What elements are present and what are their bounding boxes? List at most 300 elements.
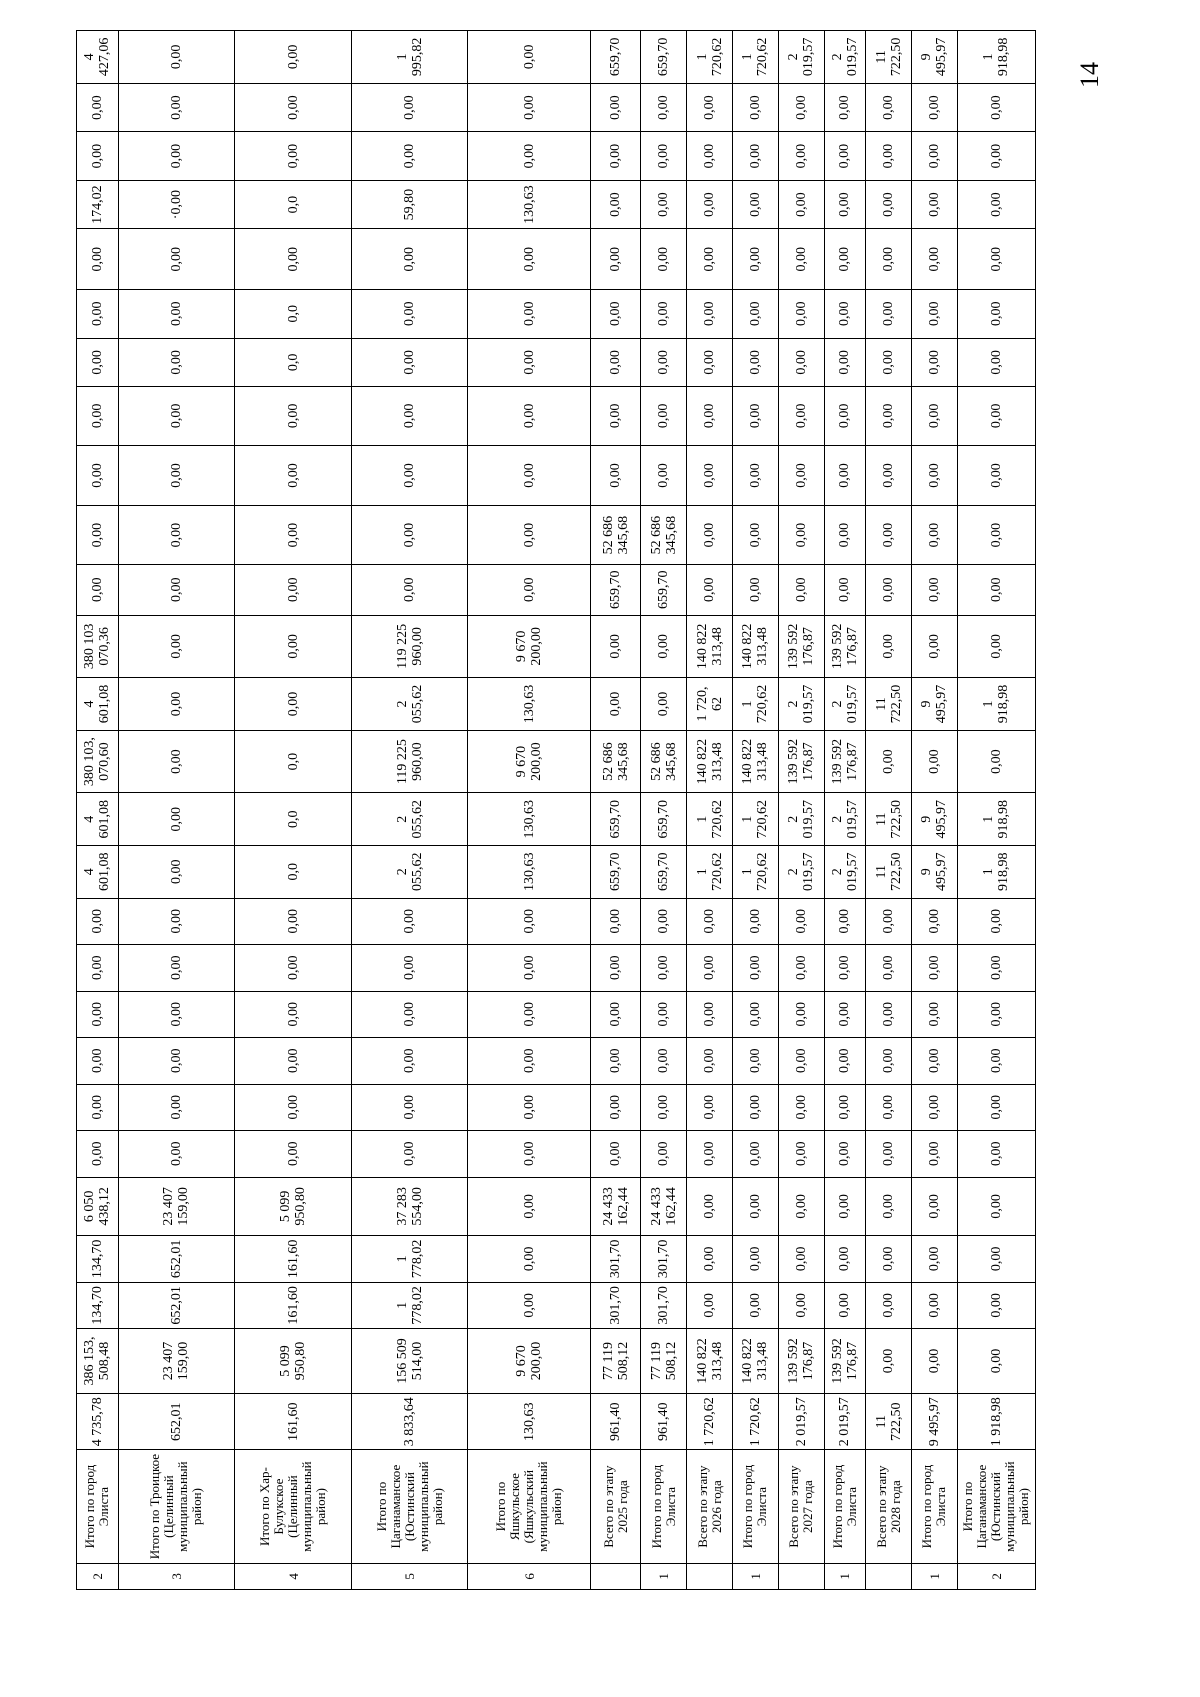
cell: 0,00 <box>641 991 687 1038</box>
row-label: Итого по город Элиста <box>912 1450 958 1563</box>
cell: 0,00 <box>866 1038 912 1085</box>
cell: 0,00 <box>866 132 912 181</box>
cell: 0,00 <box>591 387 641 446</box>
cell: 77 119 508,12 <box>591 1329 641 1394</box>
cell: 0,00 <box>778 83 824 132</box>
cell: 0,00 <box>687 132 733 181</box>
cell: 0,0 <box>235 290 352 339</box>
cell: 0,00 <box>778 506 824 565</box>
row-label: Итого по Троицкое (Целинный муниципальный район) <box>118 1450 235 1563</box>
cell: 0,00 <box>468 290 591 339</box>
cell: 52 686 345,68 <box>641 730 687 793</box>
cell: 0,00 <box>77 1131 119 1178</box>
cell: 0,00 <box>118 132 235 181</box>
cell: 1 918,98 <box>957 678 1035 731</box>
cell: 2 019,57 <box>824 793 866 846</box>
cell: 4 601,08 <box>77 793 119 846</box>
cell: 380 103 070,36 <box>77 615 119 678</box>
cell: 0,00 <box>824 229 866 290</box>
cell: 0,00 <box>732 83 778 132</box>
cell: 0,00 <box>778 898 824 945</box>
cell: 0,00 <box>824 1131 866 1178</box>
cell: 0,00 <box>957 445 1035 506</box>
cell: 0,00 <box>912 387 958 446</box>
cell: 0,00 <box>778 387 824 446</box>
cell: 0,00 <box>591 945 641 992</box>
cell: 0,00 <box>118 387 235 446</box>
table-row <box>778 31 824 1590</box>
cell: 139 592 176,87 <box>778 730 824 793</box>
cell: 652,01 <box>118 1393 235 1450</box>
row-number <box>866 1563 912 1589</box>
cell: 9 495,97 <box>912 678 958 731</box>
cell: 0,00 <box>641 1038 687 1085</box>
row-number: 1 <box>824 1563 866 1589</box>
cell: 0,00 <box>118 1131 235 1178</box>
cell: 0,00 <box>778 945 824 992</box>
cell: 0,00 <box>468 1177 591 1236</box>
cell: 37 283 554,00 <box>351 1177 468 1236</box>
cell: 0,00 <box>866 506 912 565</box>
cell: 0,00 <box>732 1282 778 1329</box>
cell: 0,00 <box>77 445 119 506</box>
cell: 0,0 <box>235 793 352 846</box>
cell: 0,00 <box>732 387 778 446</box>
cell: 0,00 <box>687 945 733 992</box>
cell: 0,00 <box>118 338 235 387</box>
cell: 0,00 <box>118 898 235 945</box>
cell: 0,00 <box>957 387 1035 446</box>
cell: 0,00 <box>235 898 352 945</box>
data-table <box>76 30 1036 1590</box>
cell: 0,00 <box>866 229 912 290</box>
cell: 0,00 <box>351 83 468 132</box>
cell: 0,00 <box>687 1131 733 1178</box>
cell: 0,00 <box>957 730 1035 793</box>
table-row <box>912 31 958 1590</box>
cell: 0,00 <box>824 1282 866 1329</box>
page-number: 14 <box>1075 62 1104 88</box>
cell: 0,00 <box>641 615 687 678</box>
cell: 11 722,50 <box>866 845 912 898</box>
cell: 24 433 162,44 <box>641 1177 687 1236</box>
cell: 0,00 <box>77 338 119 387</box>
cell: 130,63 <box>468 1393 591 1450</box>
row-label: Всего по этапу 2027 года <box>778 1450 824 1563</box>
cell: 0,00 <box>957 615 1035 678</box>
cell: 0,00 <box>732 1131 778 1178</box>
cell: 0,00 <box>866 945 912 992</box>
cell: 140 822 313,48 <box>687 615 733 678</box>
cell: 0,00 <box>351 132 468 181</box>
cell: 0,00 <box>118 290 235 339</box>
cell: 0,00 <box>957 1177 1035 1236</box>
cell: 0,00 <box>778 1177 824 1236</box>
cell: 0,00 <box>866 991 912 1038</box>
cell: 0,00 <box>824 1084 866 1131</box>
row-label: Итого по город Элиста <box>732 1450 778 1563</box>
cell: 4 735,78 <box>77 1393 119 1450</box>
cell: 0,00 <box>235 678 352 731</box>
cell: 0,00 <box>957 898 1035 945</box>
cell: 659,70 <box>591 564 641 615</box>
cell: 0,00 <box>824 945 866 992</box>
cell: 5 099 950,80 <box>235 1329 352 1394</box>
cell: 2 019,57 <box>824 678 866 731</box>
cell: 9 670 200,00 <box>468 1329 591 1394</box>
cell: 0,00 <box>912 83 958 132</box>
cell: 156 509 514,00 <box>351 1329 468 1394</box>
cell: 0,00 <box>687 1038 733 1085</box>
cell: 301,70 <box>591 1282 641 1329</box>
cell: 0,00 <box>778 1038 824 1085</box>
cell: 0,00 <box>591 898 641 945</box>
row-number: 1 <box>641 1563 687 1589</box>
cell: 0,00 <box>351 898 468 945</box>
row-label: Всего по этапу 2028 года <box>866 1450 912 1563</box>
cell: 0,00 <box>351 338 468 387</box>
cell: 1 720,62 <box>687 31 733 84</box>
cell: 1 720,62 <box>732 793 778 846</box>
cell: 659,70 <box>641 31 687 84</box>
cell: 0,00 <box>351 387 468 446</box>
cell: 23 407 159,00 <box>118 1329 235 1394</box>
cell: 130,63 <box>468 793 591 846</box>
cell: 0,00 <box>957 338 1035 387</box>
rotated-table-sheet <box>76 30 1036 1590</box>
cell: 0,00 <box>912 229 958 290</box>
cell: 0,00 <box>468 229 591 290</box>
cell: 0,00 <box>687 898 733 945</box>
cell: 0,00 <box>118 730 235 793</box>
cell: 2 019,57 <box>778 678 824 731</box>
cell: 0,00 <box>687 1084 733 1131</box>
cell: 0,00 <box>77 991 119 1038</box>
cell: 380 103, 070,60 <box>77 730 119 793</box>
cell: 174,02 <box>77 180 119 229</box>
cell: 0,00 <box>468 1038 591 1085</box>
cell: 0,00 <box>687 1282 733 1329</box>
cell: 1 720,62 <box>687 845 733 898</box>
cell: 0,00 <box>824 180 866 229</box>
cell: 0,00 <box>591 1084 641 1131</box>
row-number: 6 <box>468 1563 591 1589</box>
cell: 139 592 176,87 <box>824 615 866 678</box>
cell: 1 720,62 <box>732 1393 778 1450</box>
cell: 0,00 <box>912 898 958 945</box>
cell: 1 995,82 <box>351 31 468 84</box>
cell: 0,00 <box>732 898 778 945</box>
cell: 0,00 <box>77 83 119 132</box>
cell: 4 601,08 <box>77 678 119 731</box>
cell: 0,00 <box>687 229 733 290</box>
row-label: Итого по город Элиста <box>824 1450 866 1563</box>
cell: 0,00 <box>468 132 591 181</box>
cell: 0,00 <box>957 1329 1035 1394</box>
cell: 52 686 345,68 <box>591 506 641 565</box>
cell: 961,40 <box>641 1393 687 1450</box>
cell: 140 822 313,48 <box>687 730 733 793</box>
cell: 0,00 <box>235 991 352 1038</box>
cell: 0,00 <box>77 1084 119 1131</box>
cell: 134,70 <box>77 1282 119 1329</box>
cell: 0,00 <box>732 1236 778 1283</box>
cell: 9 495,97 <box>912 31 958 84</box>
cell: 0,00 <box>687 1236 733 1283</box>
cell: 0,00 <box>591 445 641 506</box>
cell: 0,00 <box>468 506 591 565</box>
cell: 140 822 313,48 <box>732 730 778 793</box>
cell: 0,00 <box>235 387 352 446</box>
cell: 0,00 <box>824 898 866 945</box>
cell: 0,00 <box>591 180 641 229</box>
cell: 0,00 <box>235 564 352 615</box>
cell: 0,00 <box>235 1131 352 1178</box>
row-number: 5 <box>351 1563 468 1589</box>
table-row <box>77 31 119 1590</box>
cell: 659,70 <box>591 793 641 846</box>
table-row <box>641 31 687 1590</box>
cell: 0,00 <box>912 1177 958 1236</box>
cell: 0,00 <box>732 506 778 565</box>
cell: 0,00 <box>912 991 958 1038</box>
row-label: Итого по Яшкульское (Яшкульский муниципальный район) <box>468 1450 591 1563</box>
row-number: 4 <box>235 1563 352 1589</box>
cell: 0,00 <box>824 1038 866 1085</box>
cell: 0,00 <box>468 1131 591 1178</box>
cell: 0,00 <box>778 290 824 339</box>
cell: 0,00 <box>591 1038 641 1085</box>
cell: 0,00 <box>732 1084 778 1131</box>
cell: 652,01 <box>118 1236 235 1283</box>
cell: 0,00 <box>77 387 119 446</box>
cell: 386 153, 508,48 <box>77 1329 119 1394</box>
cell: 0,00 <box>778 1282 824 1329</box>
cell: 52 686 345,68 <box>641 506 687 565</box>
table-row <box>866 31 912 1590</box>
cell: 0,00 <box>778 991 824 1038</box>
cell: 0,00 <box>778 229 824 290</box>
cell: 0,00 <box>778 338 824 387</box>
cell: 0,00 <box>641 180 687 229</box>
cell: 0,00 <box>732 991 778 1038</box>
cell: 139 592 176,87 <box>824 1329 866 1394</box>
cell: 9 495,97 <box>912 1393 958 1450</box>
cell: 0,00 <box>641 445 687 506</box>
cell: 301,70 <box>641 1282 687 1329</box>
cell: 0,00 <box>912 730 958 793</box>
row-label: Итого по город Элиста <box>77 1450 119 1563</box>
cell: 0,00 <box>641 387 687 446</box>
cell: 0,00 <box>824 83 866 132</box>
cell: 0,00 <box>957 132 1035 181</box>
cell: 0,00 <box>468 898 591 945</box>
cell: 0,00 <box>235 132 352 181</box>
cell: 6 050 438,12 <box>77 1177 119 1236</box>
cell: 0,00 <box>118 991 235 1038</box>
row-number: 3 <box>118 1563 235 1589</box>
cell: 2 019,57 <box>778 1393 824 1450</box>
cell: 0,00 <box>824 991 866 1038</box>
cell: 0,00 <box>687 506 733 565</box>
cell: 130,63 <box>468 845 591 898</box>
cell: 0,00 <box>778 1131 824 1178</box>
cell: 0,00 <box>468 991 591 1038</box>
cell: 0,00 <box>118 1038 235 1085</box>
cell: 1 778,02 <box>351 1236 468 1283</box>
cell: 0,00 <box>912 1038 958 1085</box>
cell: 0,00 <box>591 83 641 132</box>
cell: 139 592 176,87 <box>778 615 824 678</box>
cell: 24 433 162,44 <box>591 1177 641 1236</box>
cell: 0,00 <box>866 387 912 446</box>
cell: 0,00 <box>468 338 591 387</box>
cell: 2 055,62 <box>351 678 468 731</box>
row-label: Итого по город Элиста <box>641 1450 687 1563</box>
cell: 0,00 <box>468 83 591 132</box>
row-label: Итого по Хар-Булукское (Целинный муниципальный район) <box>235 1450 352 1563</box>
row-number: 2 <box>77 1563 119 1589</box>
cell: 23 407 159,00 <box>118 1177 235 1236</box>
cell: 0,00 <box>732 229 778 290</box>
cell: 0,00 <box>824 338 866 387</box>
cell: 0,00 <box>235 1084 352 1131</box>
cell: 0,00 <box>778 445 824 506</box>
cell: 0,00 <box>641 678 687 731</box>
cell: 659,70 <box>641 793 687 846</box>
cell: 0,00 <box>118 83 235 132</box>
cell: 652,01 <box>118 1282 235 1329</box>
cell: 4 427,06 <box>77 31 119 84</box>
cell: 0,00 <box>957 83 1035 132</box>
cell: 2 019,57 <box>824 845 866 898</box>
cell: 0,00 <box>468 387 591 446</box>
cell: 119 225 960,00 <box>351 730 468 793</box>
cell: 139 592 176,87 <box>778 1329 824 1394</box>
cell: 134,70 <box>77 1236 119 1283</box>
cell: 0,00 <box>866 564 912 615</box>
cell: 0,00 <box>824 387 866 446</box>
cell: 0,00 <box>468 445 591 506</box>
cell: 0,00 <box>118 564 235 615</box>
cell: 0,00 <box>641 132 687 181</box>
cell: 0,00 <box>591 132 641 181</box>
cell: 2 055,62 <box>351 793 468 846</box>
cell: 0,0 <box>235 730 352 793</box>
cell: 0,00 <box>732 945 778 992</box>
cell: 11 722,50 <box>866 793 912 846</box>
cell: 0,00 <box>957 229 1035 290</box>
cell: 0,00 <box>118 31 235 84</box>
cell: 0,00 <box>912 945 958 992</box>
cell: 0,00 <box>957 945 1035 992</box>
cell: 130,63 <box>468 678 591 731</box>
cell: 0,00 <box>591 1131 641 1178</box>
row-label: Всего по этапу 2025 года <box>591 1450 641 1563</box>
cell: 1 918,98 <box>957 793 1035 846</box>
cell: 0,00 <box>77 1038 119 1085</box>
cell: 1 720, 62 <box>687 678 733 731</box>
cell: 0,00 <box>824 506 866 565</box>
cell: 0,00 <box>77 132 119 181</box>
cell: 0,00 <box>866 83 912 132</box>
cell: 0,00 <box>732 564 778 615</box>
cell: 0,00 <box>866 1177 912 1236</box>
cell: 0,00 <box>118 506 235 565</box>
cell: 0,00 <box>641 1084 687 1131</box>
cell: 0,00 <box>77 898 119 945</box>
cell: 0,00 <box>687 991 733 1038</box>
cell: 0,00 <box>591 991 641 1038</box>
cell: 0,0 <box>235 180 352 229</box>
cell: 4 601,08 <box>77 845 119 898</box>
cell: 0,00 <box>351 991 468 1038</box>
cell: 0,00 <box>468 1282 591 1329</box>
cell: 0,00 <box>732 1177 778 1236</box>
cell: 9 670 200,00 <box>468 730 591 793</box>
table-row <box>687 31 733 1590</box>
cell: 0,00 <box>866 180 912 229</box>
cell: 1 918,98 <box>957 1393 1035 1450</box>
cell: 0,00 <box>866 338 912 387</box>
cell: 0,00 <box>351 290 468 339</box>
table-row <box>351 31 468 1590</box>
row-number <box>591 1563 641 1589</box>
cell: 1 918,98 <box>957 31 1035 84</box>
cell: 659,70 <box>641 564 687 615</box>
cell: 0,00 <box>732 290 778 339</box>
cell: 301,70 <box>641 1236 687 1283</box>
cell: 0,00 <box>235 229 352 290</box>
cell: 0,00 <box>732 338 778 387</box>
cell: 0,00 <box>641 229 687 290</box>
cell: 0,00 <box>866 615 912 678</box>
cell: 301,70 <box>591 1236 641 1283</box>
row-number <box>778 1563 824 1589</box>
cell: 0,00 <box>118 1084 235 1131</box>
cell: 0,0 <box>235 338 352 387</box>
cell: 0,00 <box>957 1236 1035 1283</box>
cell: 0,00 <box>912 1084 958 1131</box>
cell: 0,00 <box>912 338 958 387</box>
cell: 0,00 <box>351 1131 468 1178</box>
cell: 11 722,50 <box>866 31 912 84</box>
cell: 0,00 <box>912 180 958 229</box>
row-number: 1 <box>912 1563 958 1589</box>
cell: 0,00 <box>687 1177 733 1236</box>
cell: 0,00 <box>912 445 958 506</box>
cell: 0,00 <box>235 31 352 84</box>
cell: 1 720,62 <box>732 845 778 898</box>
cell: 0,00 <box>912 1131 958 1178</box>
row-label: Всего по этапу 2026 года <box>687 1450 733 1563</box>
cell: 0,00 <box>591 290 641 339</box>
cell: 0,00 <box>866 1131 912 1178</box>
cell: 1 778,02 <box>351 1282 468 1329</box>
cell: 0,00 <box>957 564 1035 615</box>
cell: 0,00 <box>687 564 733 615</box>
cell: 0,00 <box>235 506 352 565</box>
cell: 0,00 <box>778 564 824 615</box>
cell: 0,00 <box>468 945 591 992</box>
cell: 0,00 <box>641 898 687 945</box>
row-number: 1 <box>732 1563 778 1589</box>
cell: 0,0 <box>235 845 352 898</box>
cell: 0,00 <box>687 83 733 132</box>
cell: 11 722,50 <box>866 1393 912 1450</box>
cell: 0,00 <box>77 945 119 992</box>
cell: 0,00 <box>118 615 235 678</box>
